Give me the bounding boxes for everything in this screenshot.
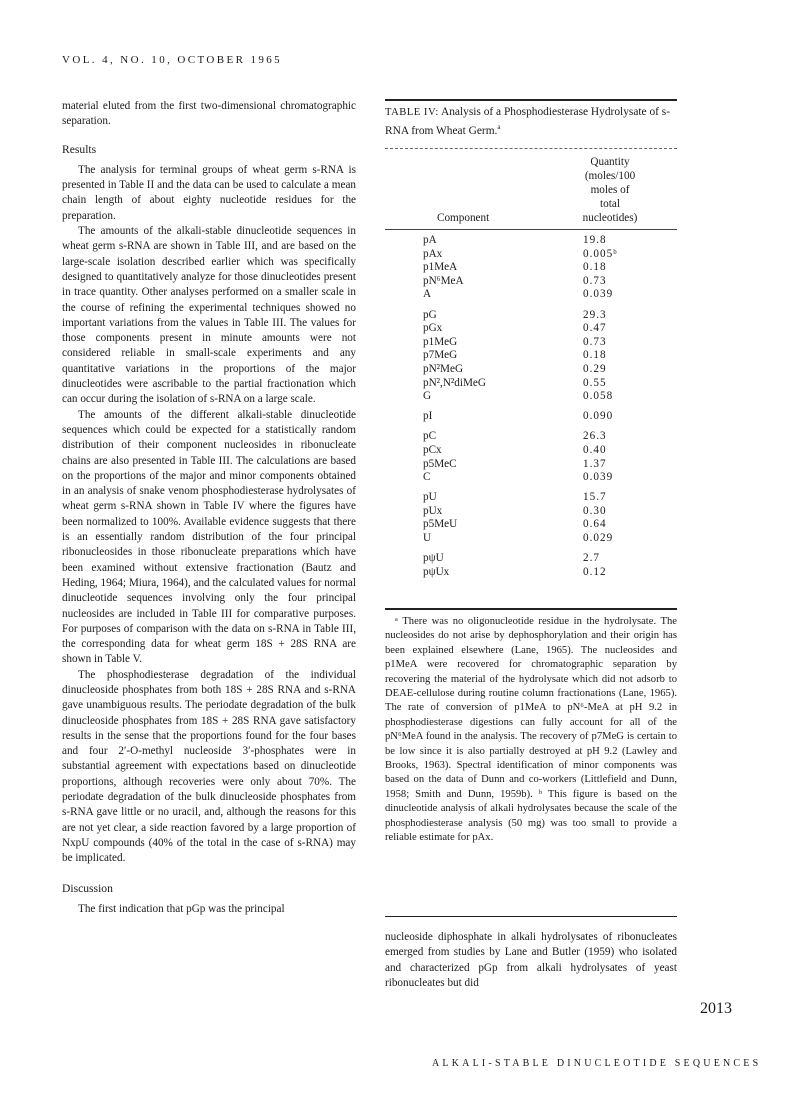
table-header <box>385 153 677 225</box>
right-column-continuation <box>385 930 677 991</box>
component-cell: pN⁶MeA <box>423 274 464 287</box>
results-heading: Results <box>62 142 97 156</box>
quantity-cell: 0.73 <box>583 335 607 348</box>
table-row <box>385 517 677 531</box>
table-row <box>385 362 677 376</box>
table-row <box>385 470 677 484</box>
quantity-cell: 1.37 <box>583 457 607 470</box>
quantity-cell: 0.005ᵇ <box>583 247 618 260</box>
table-bottom-rule <box>385 608 677 610</box>
component-cell: pN²MeG <box>423 362 464 375</box>
running-head: VOL. 4, NO. 10, OCTOBER 1965 <box>62 54 283 66</box>
table-row <box>385 389 677 403</box>
discussion-heading: Discussion <box>62 881 113 895</box>
component-cell: pA <box>423 234 437 246</box>
continuation-text: nucleoside diphosphate in alkali hydrolysates of ribonucleates emerged from studies by Lane and Butler (1959) who isolated and characterized pGp from alkali hydrolysates of yeast ribonucleates but did <box>385 931 677 989</box>
table-row <box>385 348 677 362</box>
table-row <box>385 247 677 261</box>
table-row <box>385 308 677 322</box>
component-cell: p1MeA <box>423 261 458 274</box>
quantity-cell: 0.47 <box>583 322 607 335</box>
component-cell: C <box>423 471 431 484</box>
component-cell: pN²,N²diMeG <box>423 376 486 389</box>
table-row <box>385 409 677 423</box>
component-cell: pGx <box>423 322 443 335</box>
table-row <box>385 565 677 579</box>
table-row <box>385 335 677 349</box>
results-paragraph-1: The analysis for terminal groups of wheat germ s-RNA is presented in Table II and the data can be used to calculate a mean chain length of about eighty nucleotide residues for the preparation. <box>62 163 356 222</box>
quantity-cell: 0.40 <box>583 443 607 456</box>
table-title <box>385 105 677 138</box>
quantity-cell: 19.8 <box>583 234 607 246</box>
quantity-cell: 0.30 <box>583 504 607 517</box>
quantity-cell: 29.3 <box>583 308 607 321</box>
table-row <box>385 457 677 471</box>
component-cell: p1MeG <box>423 335 458 348</box>
quantity-cell: 0.058 <box>583 390 614 403</box>
component-cell: pU <box>423 491 437 504</box>
table-label: TABLE IV: <box>385 107 439 118</box>
table-title-text: Analysis of a Phosphodiesterase Hydrolysate of s-RNA from Wheat Germ. <box>385 106 671 137</box>
quantity-cell: 0.18 <box>583 349 607 362</box>
table-row <box>385 531 677 545</box>
quantity-cell: 26.3 <box>583 430 607 443</box>
quantity-cell: 0.18 <box>583 261 607 274</box>
column-header-quantity: Quantity (moles/100 moles of total nucleotides) <box>582 156 638 224</box>
component-cell: pUx <box>423 504 443 517</box>
component-cell: A <box>423 288 432 301</box>
results-paragraph-2: The amounts of the alkali-stable dinucleotide sequences in wheat germ s-RNA are shown in Table III, and are based on the large-scale isolation described earlier which was specifically designed to quantitatively analyze for those dinucleotides present in trace quantity. Other analyses performed on a smaller scale in the course of refining the experimental techniques showed no important variations from the values in Table III. The values for those components present in minute amounts were not considered reliable in small-scale experiments and any quantitative variations in the proportions of the major dinucleotides were ascribable to the partial fractionation which can occur during the isolation of s-RNA on a large scale. <box>62 225 356 406</box>
table-row <box>385 551 677 565</box>
quantity-cell: 2.7 <box>583 552 600 565</box>
column-header-component: Component <box>437 212 490 224</box>
component-cell: p5MeU <box>423 518 458 531</box>
table-header-top-rule <box>385 148 677 149</box>
component-cell: pψU <box>423 552 444 565</box>
component-cell: pC <box>423 430 437 443</box>
table-row <box>385 260 677 274</box>
quantity-cell: 0.029 <box>583 532 614 544</box>
table-body <box>385 233 677 611</box>
footnote-bottom-rule <box>385 916 677 917</box>
table-top-rule <box>385 99 677 101</box>
table-row <box>385 443 677 457</box>
table-footnote <box>385 615 677 846</box>
left-column <box>62 99 356 917</box>
component-cell: pCx <box>423 443 442 456</box>
component-cell: G <box>423 390 432 403</box>
table-row <box>385 274 677 288</box>
running-footer: ALKALI-STABLE DINUCLEOTIDE SEQUENCES <box>432 1058 762 1069</box>
table-row <box>385 490 677 504</box>
quantity-cell: 0.12 <box>583 565 607 578</box>
component-cell: p7MeG <box>423 349 458 362</box>
results-paragraph-4: The phosphodiesterase degradation of the individual dinucleoside phosphates from both 18S + 28S RNA and s-RNA gave unambiguous results. The periodate degradation of the bulk dinucleoside phosphates from 18S + 28S RNA gave satisfactory results in the sense that the proportions found for the four bases and four 2′-O-methyl nucleoside 3′-phosphates were in substantial agreement with expectations based on dinucleotide proportions, although recoveries were only about 70%. The periodate degradation of the bulk dinucleoside phosphates from s-RNA gave little or no uracil, and, although the reasons for this are not yet clear, a side reaction favored by a large proportion of NxpU compounds (40% of the total in the case of s-RNA) may be implicated. <box>62 668 356 865</box>
quantity-cell: 15.7 <box>583 491 607 504</box>
quantity-cell: 0.039 <box>583 288 614 301</box>
intro-line: material eluted from the first two-dimensional chromatographic separation. <box>62 100 356 128</box>
quantity-cell: 0.73 <box>583 274 607 287</box>
table-footnote-text: ᵃ There was no oligonucleotide residue in the hydrolysate. The nucleosides do not arise by dephosphorylation and their origin has been explained elsewhere (Lane, 1965). The nucleosides and p1MeA were recovered for chromatographic separation by recovering the material of the hydrolysate which did not adsorb to DEAE-cellulose during routine column fractionations (Lane, 1965). The rate of conversion of p1MeA to pN⁶-MeA at pH 9.2 in phosphodiesterase digestions can fully account for all of the pN⁶MeA found in the analysis. The recovery of p7MeG is certain to be low since it is also partially destroyed at pH 9.2 (Lawley and Brooks, 1963). Spectral identification of minor components was based on the data of Dunn and co-workers (Littlefield and Dunn, 1958; Smith and Dunn, 1959b). ᵇ This figure is based on the dinucleotide analysis of alkali hydrolysates because the scale of the phosphodiesterase analysis (50 mg) was too small to provide a reliable estimate for pAx. <box>385 616 677 844</box>
table-row <box>385 429 677 443</box>
table-row <box>385 376 677 390</box>
quantity-cell: 0.039 <box>583 471 614 484</box>
component-cell: pI <box>423 410 433 423</box>
table-header-bottom-rule <box>385 229 677 230</box>
quantity-cell: 0.55 <box>583 376 607 389</box>
component-cell: p5MeC <box>423 457 457 470</box>
quantity-cell: 0.29 <box>583 362 607 375</box>
table-row <box>385 504 677 518</box>
quantity-cell: 0.64 <box>583 518 607 531</box>
component-cell: pG <box>423 308 437 321</box>
component-cell: pAx <box>423 247 443 260</box>
component-cell: U <box>423 532 432 544</box>
table-title-footnote-mark: a <box>497 123 501 131</box>
table-row <box>385 287 677 301</box>
results-paragraph-3: The amounts of the different alkali-stable dinucleotide sequences which could be expected for a statistically random distribution of their component nucleosides in ribonucleate chains are also presented in Table III. The calculations are based on the proportions of the major and minor components obtained in an analysis of snake venom phosphodiesterase hydrolysates of wheat germ s-RNA shown in Table IV where the figures have been normalized to 100%. Available evidence suggests that there is an essentially random distribution of the four principal ribonucleosides in those ribonucleate preparations which have been examined without extensive fractionation (Bautz and Heding, 1964; Miura, 1964), and the calculated values for normal dinucleotide sequences involving only the four principal nucleosides are included in Table III for comparative purposes. For purposes of comparison with the data on s-RNA in Table III, the corresponding data for wheat germ 18S + 28S RNA are shown in Table V. <box>62 408 356 666</box>
quantity-cell: 0.090 <box>583 410 614 423</box>
page-number: 2013 <box>700 1000 732 1017</box>
discussion-start: The first indication that pGp was the principal <box>78 902 285 915</box>
table-row <box>385 233 677 247</box>
component-cell: pψUx <box>423 565 450 578</box>
table-row <box>385 321 677 335</box>
